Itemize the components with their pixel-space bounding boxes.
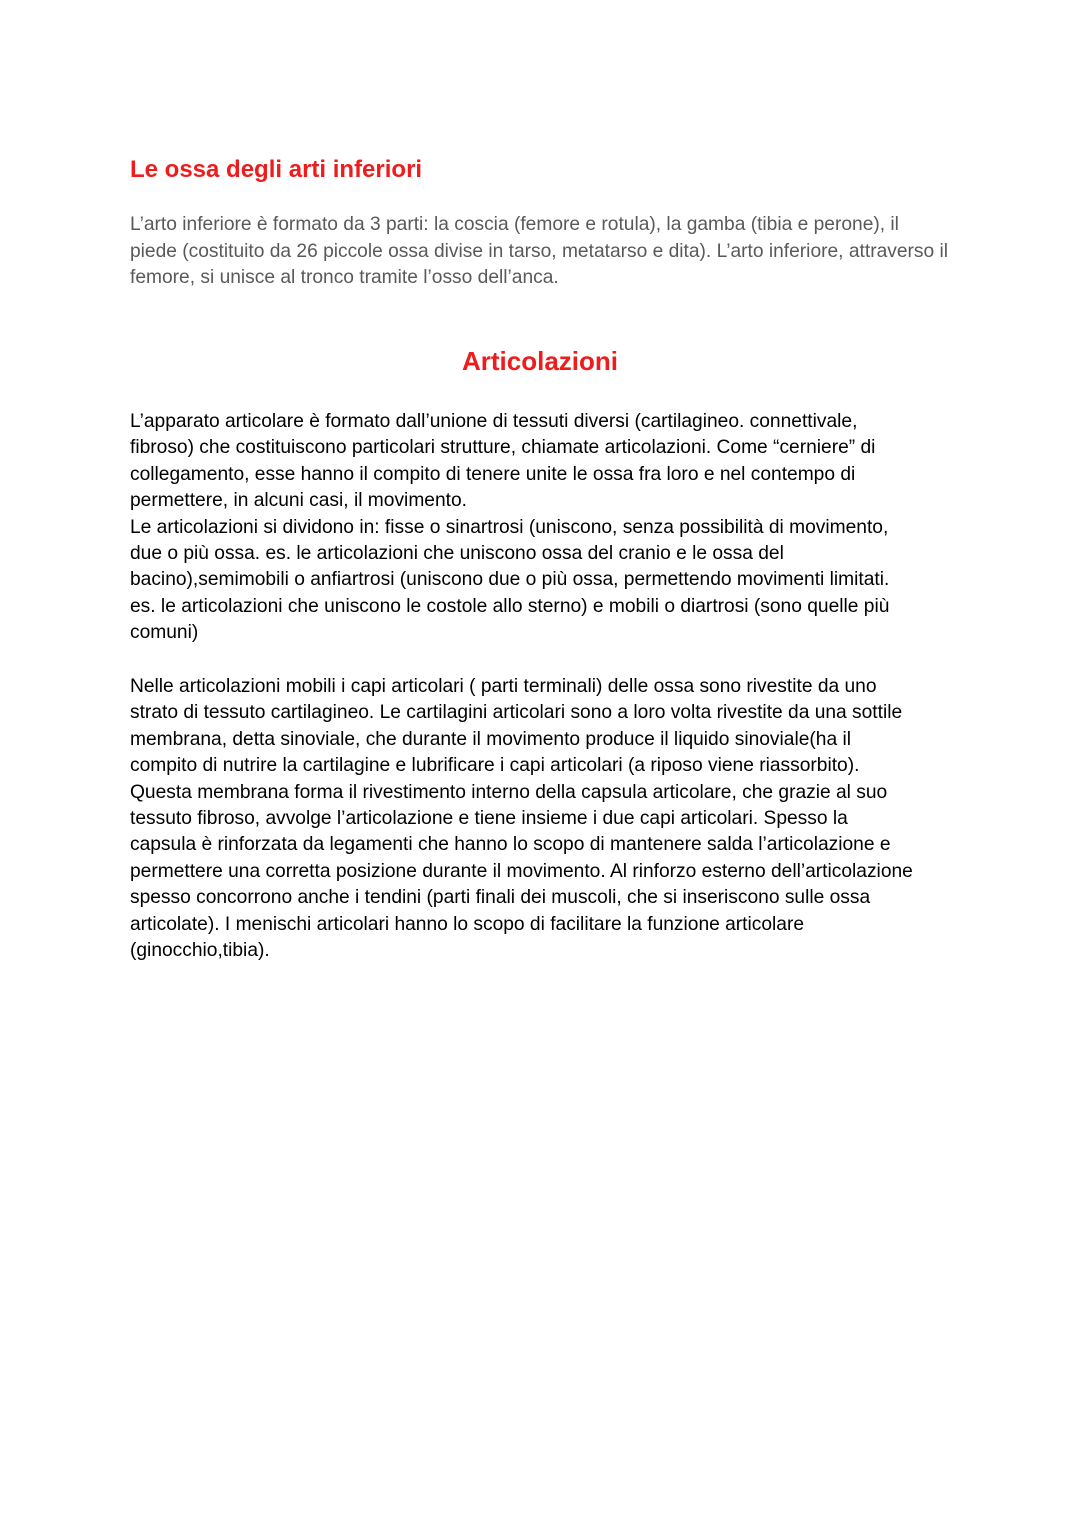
text-line: fibroso) che costituiscono particolari strutture, chiamate articolazioni. Come “cerniere” di bbox=[130, 437, 876, 459]
intro-line: L’arto inferiore è formato da 3 parti: la coscia (femore e rotula), la gamba (tibia e perone), il bbox=[130, 214, 899, 235]
joints-paragraph-1 bbox=[130, 409, 960, 647]
text-line: collegamento, esse hanno il compito di tenere unite le ossa fra loro e nel contempo di bbox=[130, 463, 856, 485]
intro-paragraph bbox=[130, 212, 950, 292]
text-line: L’apparato articolare è formato dall’unione di tessuti diversi (cartilagineo. connettivale, bbox=[130, 411, 858, 432]
text-line: (ginocchio,tibia). bbox=[130, 940, 270, 962]
text-line: tessuto fibroso, avvolge l’articolazione e tiene insieme i due capi articolari. Spesso la bbox=[130, 808, 848, 830]
text-line: due o più ossa. es. le articolazioni che uniscono ossa del cranio e le ossa del bbox=[130, 543, 784, 565]
section-heading-lower-limb-bones: Le ossa degli arti inferiori bbox=[130, 156, 423, 183]
intro-line: attraverso il femore, si unisce al tronco tramite l’osso dell’anca. bbox=[130, 240, 949, 288]
intro-line: piede (costituito da 26 piccole ossa divise in tarso, metatarso e dita). L’arto inferiore, bbox=[130, 240, 844, 262]
text-line: permettere una corretta posizione durante il movimento. Al rinforzo esterno dell’articolazione bbox=[130, 860, 913, 882]
text-line: strato di tessuto cartilagineo. Le cartilagini articolari sono a loro volta rivestite da una sottile bbox=[130, 702, 903, 724]
text-line: membrana, detta sinoviale, che durante il movimento produce il liquido sinoviale(ha il bbox=[130, 728, 851, 750]
text-line: capsula è rinforzata da legamenti che hanno lo scopo di mantenere salda l’articolazione e bbox=[130, 834, 891, 856]
text-line: bacino),semimobili o anfiartrosi (uniscono due o più ossa, permettendo movimenti limitati. bbox=[130, 569, 890, 591]
text-line: articolate). I menischi articolari hanno lo scopo di facilitare la funzione articolare bbox=[130, 913, 805, 935]
text-line: compito di nutrire la cartilagine e lubrificare i capi articolari (a riposo viene riassorbito). bbox=[130, 755, 860, 777]
text-line: Questa membrana forma il rivestimento interno della capsula articolare, che grazie al suo bbox=[130, 781, 888, 803]
section-heading-joints: Articolazioni bbox=[461, 346, 618, 376]
text-line: comuni) bbox=[130, 622, 199, 644]
text-line: Nelle articolazioni mobili i capi articolari ( parti terminali) delle ossa sono rivestite da uno bbox=[130, 676, 877, 697]
text-line: Le articolazioni si dividono in: fisse o sinartrosi (uniscono, senza possibilità di movimento, bbox=[130, 516, 889, 538]
text-line: permettere, in alcuni casi, il movimento. bbox=[130, 490, 467, 512]
text-line: spesso concorrono anche i tendini (parti finali dei muscoli, che si inseriscono sulle ossa bbox=[130, 887, 871, 909]
text-line: es. le articolazioni che uniscono le costole allo sterno) e mobili o diartrosi (sono quelle più bbox=[130, 595, 890, 617]
joints-paragraph-2 bbox=[130, 674, 960, 964]
